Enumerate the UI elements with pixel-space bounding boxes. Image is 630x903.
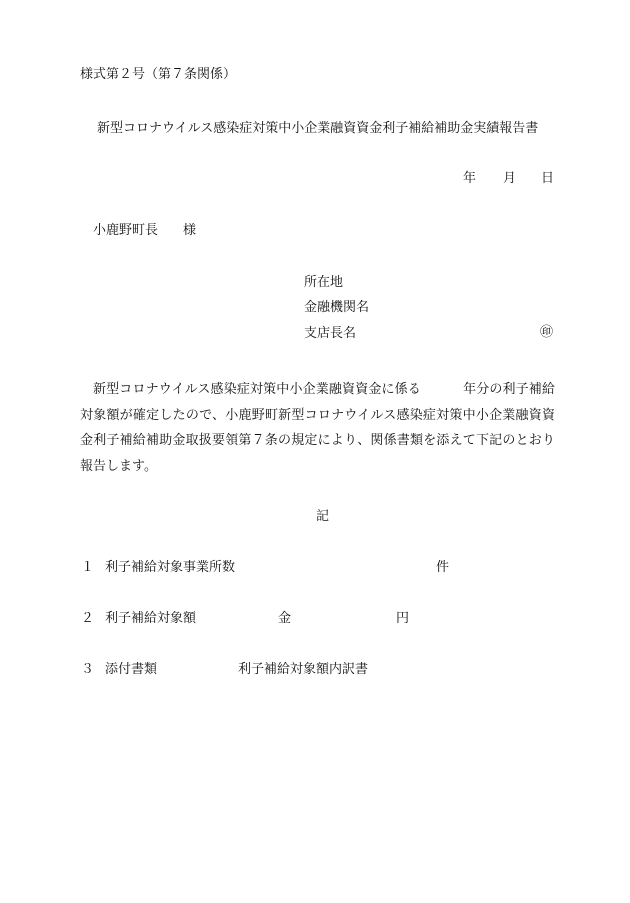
seal-mark: ㊞ — [540, 325, 554, 340]
institution-label: 金融機関名 — [304, 300, 370, 315]
addressee-honorific: 様 — [183, 223, 197, 238]
addressee-name: 小鹿野町長 — [93, 223, 159, 238]
ki-heading: 記 — [316, 509, 330, 524]
item-number: ３ — [81, 662, 95, 677]
form-number: 様式第２号（第７条関係） — [80, 67, 237, 82]
item-label: 添付書類 — [105, 662, 158, 677]
address-label: 所在地 — [304, 275, 344, 290]
item-unit: 件 — [436, 560, 450, 575]
body-paragraph — [80, 377, 555, 479]
date-month: 月 — [503, 171, 517, 186]
item-number: １ — [81, 560, 95, 575]
body-part-1: 新型コロナウイルス感染症対策中小企業融資資金に係る — [93, 382, 421, 397]
item-unit: 円 — [396, 611, 410, 626]
body-part-2: 年分の利子補給対象額が確定したので、小鹿野町新型コロナウイルス感染症対策中小企業融資資金利子補給補助金取扱要領第７条の規定により、関係書類を添えて下記のとおり報告します。 — [80, 382, 555, 474]
date-year: 年 — [463, 171, 477, 186]
document-title: 新型コロナウイルス感染症対策中小企業融資資金利子補給補助金実績報告書 — [97, 121, 539, 136]
branch-manager-label: 支店長名 — [304, 326, 357, 341]
item-number: ２ — [81, 611, 95, 626]
item-label: 利子補給対象事業所数 — [105, 560, 236, 575]
item-label: 利子補給対象額 — [105, 611, 197, 626]
date-day: 日 — [541, 171, 555, 186]
item-prefix: 金 — [278, 611, 292, 626]
item-value: 利子補給対象額内訳書 — [238, 662, 369, 677]
